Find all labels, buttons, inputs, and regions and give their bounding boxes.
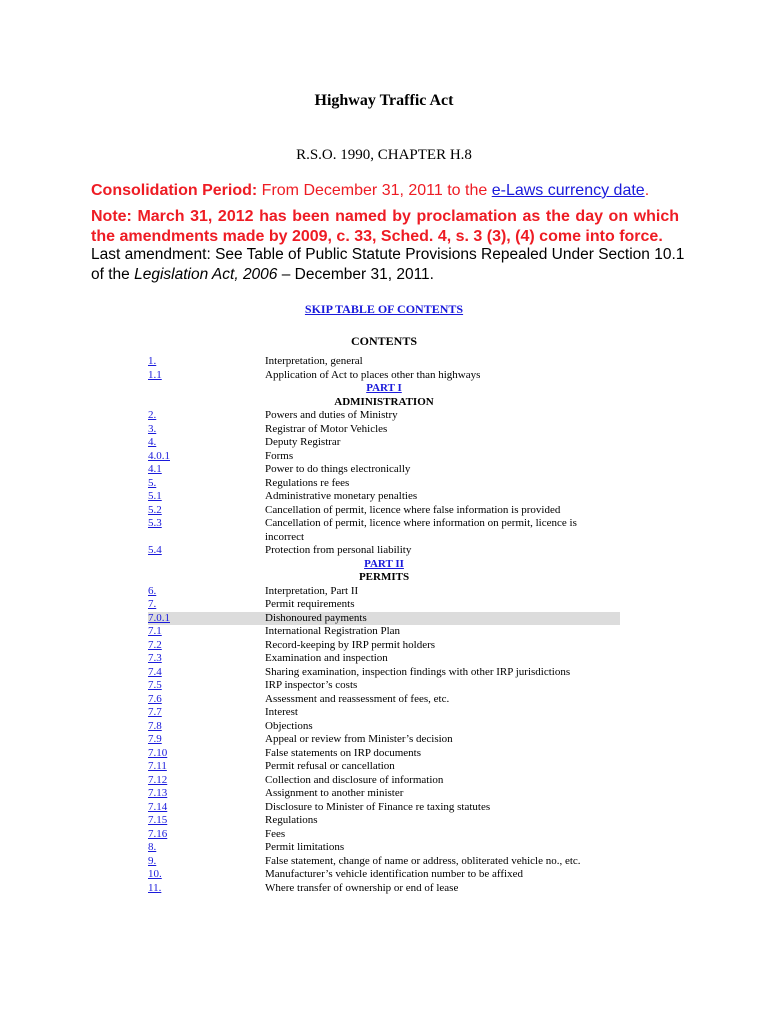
part-1-heading: ADMINISTRATION [334, 395, 434, 408]
section-description: Administrative monetary penalties [265, 490, 418, 502]
section-description: Fees [265, 827, 286, 840]
toc-row [148, 612, 620, 626]
section-description: Interest [265, 706, 298, 718]
toc-row [148, 504, 620, 518]
section-number-link[interactable]: 7.8 [148, 719, 162, 732]
section-number-link[interactable]: 7.16 [148, 827, 168, 840]
toc-group-administration [148, 409, 620, 558]
section-number-link[interactable]: 7.3 [148, 652, 162, 664]
section-number-link[interactable]: 4.1 [148, 463, 162, 475]
toc-row [148, 463, 620, 477]
toc-row [148, 706, 620, 720]
section-number-link[interactable]: 5.4 [148, 544, 162, 556]
section-number-link[interactable]: 7.11 [148, 760, 167, 772]
toc-row [148, 814, 620, 828]
section-description: Deputy Registrar [265, 436, 341, 448]
section-description: Forms [265, 449, 294, 462]
legislation-act-title: Legislation Act, 2006 [134, 266, 278, 283]
section-description: Permit refusal or cancellation [265, 760, 395, 772]
toc-row [148, 369, 620, 383]
toc-row [148, 450, 620, 464]
section-number-link[interactable]: 2. [148, 409, 157, 421]
section-number-link[interactable]: 7.2 [148, 638, 162, 651]
section-number-link[interactable]: 1.1 [148, 368, 162, 381]
section-description: Record-keeping by IRP permit holders [265, 638, 436, 651]
toc-row [148, 882, 620, 896]
section-number-link[interactable]: 1. [148, 355, 157, 367]
toc-row [148, 355, 620, 369]
toc-row [148, 760, 620, 774]
document-title: Highway Traffic Act [314, 92, 454, 109]
section-number-link[interactable]: 7.0.1 [148, 611, 170, 624]
proclamation-note: Note: March 31, 2012 has been named by proclamation as the day on which the amendments made by 2009, c. 33, Sched. 4, s. 3 (3), (4) come into force. [91, 208, 679, 245]
toc-row [148, 517, 620, 544]
section-number-link[interactable]: 7.4 [148, 665, 162, 678]
toc-row [148, 652, 620, 666]
section-description: Cancellation of permit, licence where information on permit, licence is incorrect [265, 517, 577, 543]
section-number-link[interactable]: 9. [148, 854, 157, 867]
section-number-link[interactable]: 5. [148, 476, 157, 489]
section-description: Protection from personal liability [265, 544, 412, 556]
part-1-link-row [148, 382, 620, 396]
toc-row [148, 774, 620, 788]
section-description: Assignment to another minister [265, 787, 404, 799]
toc-row [148, 787, 620, 801]
toc-row [148, 598, 620, 612]
consolidation-period-end: . [644, 182, 650, 199]
table-of-contents [148, 355, 620, 895]
section-description: Sharing examination, inspection findings with other IRP jurisdictions [265, 665, 571, 678]
section-description: Regulations [265, 814, 318, 826]
toc-row [148, 841, 620, 855]
section-description: Assessment and reassessment of fees, etc. [265, 692, 450, 705]
chapter-reference: R.S.O. 1990, CHAPTER H.8 [296, 147, 472, 163]
section-number-link[interactable]: 3. [148, 422, 157, 435]
section-description: Power to do things electronically [265, 463, 411, 475]
section-number-link[interactable]: 7.13 [148, 787, 168, 799]
section-number-link[interactable]: 7.1 [148, 625, 162, 637]
section-description: Regulations re fees [265, 476, 350, 489]
toc-row [148, 720, 620, 734]
toc-row [148, 544, 620, 558]
part-2-heading: PERMITS [358, 571, 410, 583]
section-description: False statement, change of name or address, obliterated vehicle no., etc. [265, 854, 581, 867]
toc-row [148, 585, 620, 599]
section-number-link[interactable]: 7.12 [148, 773, 168, 786]
consolidation-period [91, 182, 691, 200]
section-number-link[interactable]: 6. [148, 584, 157, 597]
section-number-link[interactable]: 7.10 [148, 746, 168, 759]
toc-row [148, 490, 620, 504]
section-description: False statements on IRP documents [265, 746, 422, 759]
section-description: IRP inspector’s costs [265, 679, 358, 691]
skip-table-of-contents-link[interactable]: SKIP TABLE OF CONTENTS [304, 302, 464, 316]
toc-group-permits [148, 585, 620, 896]
toc-row [148, 625, 620, 639]
toc-row [148, 436, 620, 450]
section-description: Permit limitations [265, 841, 345, 853]
section-number-link[interactable]: 10. [148, 868, 162, 880]
section-description: Application of Act to places other than highways [265, 368, 481, 381]
e-laws-currency-link[interactable]: e-Laws currency date [491, 182, 645, 199]
toc-row [148, 828, 620, 842]
part-2-link-row [148, 558, 620, 572]
section-description: Manufacturer’s vehicle identification number to be affixed [265, 868, 523, 880]
section-number-link[interactable]: 5.1 [148, 490, 162, 502]
section-number-link[interactable]: 5.2 [148, 503, 162, 516]
section-number-link[interactable]: 4. [148, 436, 157, 448]
section-description: Registrar of Motor Vehicles [265, 422, 388, 435]
toc-row [148, 855, 620, 869]
toc-row [148, 666, 620, 680]
section-number-link[interactable]: 7.6 [148, 692, 162, 705]
section-number-link[interactable]: 11. [148, 881, 162, 894]
section-number-link[interactable]: 5.3 [148, 517, 162, 529]
consolidation-text: From December 31, 2011 to the [261, 182, 488, 199]
section-description: Objections [265, 719, 313, 732]
section-description: Collection and disclosure of information [265, 773, 444, 786]
section-description: Examination and inspection [265, 652, 388, 664]
section-number-link[interactable]: 8. [148, 841, 157, 853]
section-description: Interpretation, general [265, 355, 363, 367]
toc-row [148, 747, 620, 761]
section-number-link[interactable]: 7.7 [148, 706, 162, 718]
last-amendment-text: Last amendment: See Table of Public Statute Provisions Repealed Under Section 10.1 of the [91, 246, 685, 283]
section-number-link[interactable]: 7.5 [148, 679, 162, 691]
toc-row [148, 409, 620, 423]
section-description: Disclosure to Minister of Finance re taxing statutes [265, 800, 491, 813]
section-number-link[interactable]: 7.14 [148, 800, 168, 813]
section-description: Dishonoured payments [265, 611, 367, 624]
section-description: Where transfer of ownership or end of lease [265, 881, 459, 894]
last-amendment-date: – December 31, 2011. [281, 266, 434, 283]
part-1-link[interactable]: PART I [366, 382, 402, 394]
section-description: Permit requirements [265, 598, 355, 610]
toc-group-general [148, 355, 620, 382]
part-2-link[interactable]: PART II [364, 557, 404, 570]
toc-row [148, 868, 620, 882]
skip-toc-wrapper [0, 302, 768, 317]
section-description: Interpretation, Part II [265, 584, 359, 597]
section-number-link[interactable]: 4.0.1 [148, 449, 170, 462]
section-number-link[interactable]: 7.15 [148, 814, 168, 826]
section-description: Appeal or review from Minister’s decision [265, 733, 453, 745]
toc-row [148, 733, 620, 747]
section-description: International Registration Plan [265, 625, 401, 637]
toc-row [148, 639, 620, 653]
last-amendment [91, 245, 691, 285]
contents-heading: CONTENTS [350, 334, 418, 348]
toc-row [148, 477, 620, 491]
section-description: Cancellation of permit, licence where false information is provided [265, 503, 561, 516]
toc-row [148, 679, 620, 693]
consolidation-label: Consolidation Period: [91, 182, 258, 199]
toc-row [148, 423, 620, 437]
section-number-link[interactable]: 7.9 [148, 733, 162, 745]
toc-row [148, 801, 620, 815]
section-number-link[interactable]: 7. [148, 598, 157, 610]
section-description: Powers and duties of Ministry [265, 409, 398, 421]
toc-row [148, 693, 620, 707]
